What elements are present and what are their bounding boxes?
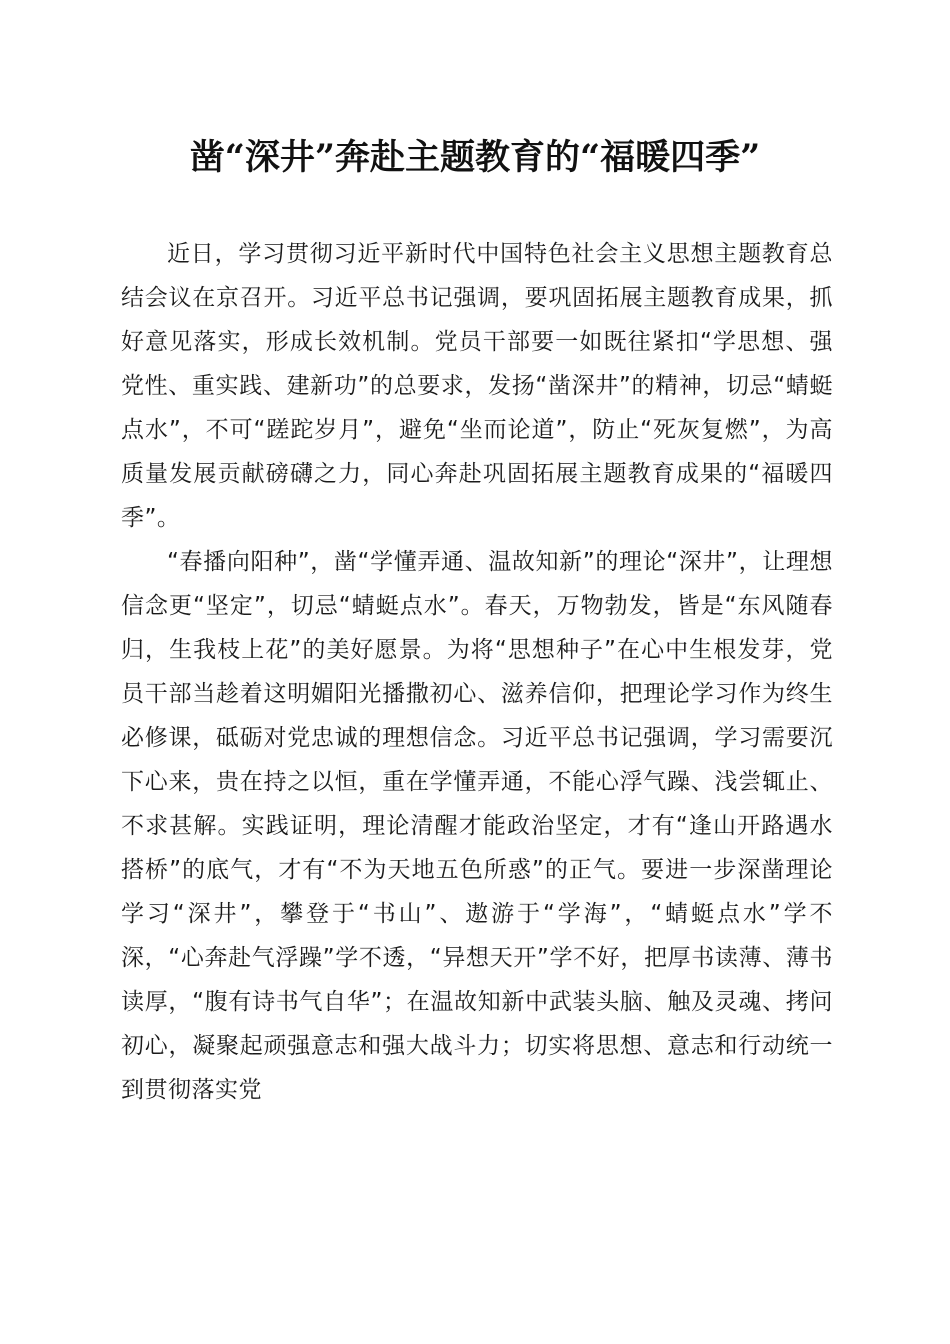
document-body bbox=[121, 232, 833, 1112]
document-title: 凿“深井”奔赴主题教育的“福暖四季” bbox=[189, 137, 761, 178]
paragraph-2: “春播向阳种”，凿“学懂弄通、温故知新”的理论“深井”，让理想信念更“坚定”，切忌“蜻蜓点水”。春天，万物勃发，皆是“东风随春归，生我枝上花”的美好愿景。为将“思想种子”在心中生根发芽，党员干部当趁着这明媚阳光播撒初心、滋养信仰，把理论学习作为终生必修课，砥砺对党忠诚的理想信念。习近平总书记强调，学习需要沉下心来，贵在持之以恒，重在学懂弄通，不能心浮气躁、浅尝辄止、不求甚解。实践证明，理论清醒才能政治坚定，才有“逢山开路遇水搭桥”的底气，才有“不为天地五色所惑”的正气。要进一步深凿理论学习“深井”，攀登于“书山”、遨游于“学海”，“蜻蜓点水”学不深，“心奔赴气浮躁”学不透，“异想天开”学不好，把厚书读薄、薄书读厚，“腹有诗书气自华”；在温故知新中武装头脑、触及灵魂、拷问初心，凝聚起顽强意志和强大战斗力；切实将思想、意志和行动统一到贯彻落实党 bbox=[121, 549, 833, 1103]
paragraph-1: 近日，学习贯彻习近平新时代中国特色社会主义思想主题教育总结会议在京召开。习近平总书记强调，要巩固拓展主题教育成果，抓好意见落实，形成长效机制。党员干部要一如既往紧扣“学思想、强党性、重实践、建新功”的总要求，发扬“凿深井”的精神，切忌“蜻蜓点水”，不可“蹉跎岁月”，避免“坐而论道”，防止“死灰复燃”，为高质量发展贡献磅礴之力，同心奔赴巩固拓展主题教育成果的“福暖四季”。 bbox=[121, 241, 833, 531]
